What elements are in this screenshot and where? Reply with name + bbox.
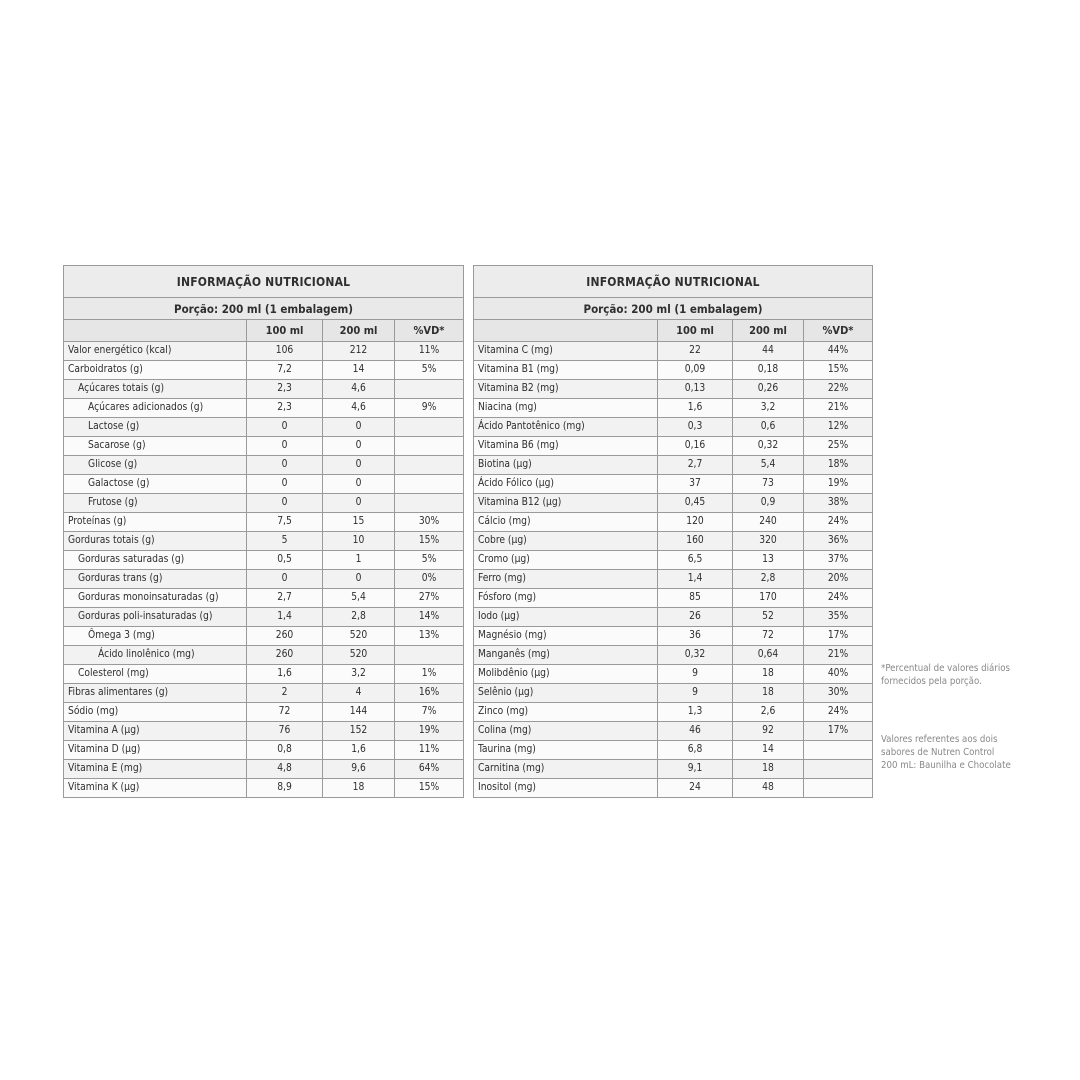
- value-100ml: 0: [247, 570, 323, 589]
- nutrient-name: Ácido linolênico (mg): [64, 646, 247, 665]
- daily-value-percent: 7%: [395, 703, 464, 722]
- nutrient-name: Biotina (µg): [474, 456, 658, 475]
- portion-label: Porção: 200 ml (1 embalagem): [474, 298, 873, 320]
- nutrient-name: Glicose (g): [64, 456, 247, 475]
- daily-value-percent: [395, 456, 464, 475]
- value-100ml: 24: [658, 779, 733, 798]
- table-row: [64, 475, 464, 494]
- value-200ml: 0,18: [733, 361, 804, 380]
- daily-value-percent: 1%: [395, 665, 464, 684]
- value-100ml: 5: [247, 532, 323, 551]
- nutrient-name: Vitamina E (mg): [64, 760, 247, 779]
- value-200ml: 320: [733, 532, 804, 551]
- value-200ml: 18: [323, 779, 395, 798]
- nutrient-name: Valor energético (kcal): [64, 342, 247, 361]
- value-200ml: 0,26: [733, 380, 804, 399]
- table-row: [64, 760, 464, 779]
- value-200ml: 15: [323, 513, 395, 532]
- value-100ml: 0,13: [658, 380, 733, 399]
- daily-value-percent: 35%: [804, 608, 873, 627]
- nutrient-name: Inositol (mg): [474, 779, 658, 798]
- nutrient-name: Vitamina K (µg): [64, 779, 247, 798]
- value-200ml: 0: [323, 475, 395, 494]
- daily-value-percent: 21%: [804, 399, 873, 418]
- nutrient-name: Vitamina B6 (mg): [474, 437, 658, 456]
- nutrition-table-right: [473, 265, 873, 798]
- table-row: [64, 342, 464, 361]
- value-200ml: 0: [323, 494, 395, 513]
- daily-value-percent: 12%: [804, 418, 873, 437]
- value-200ml: 3,2: [323, 665, 395, 684]
- nutrient-name: Açúcares totais (g): [64, 380, 247, 399]
- nutrient-name: Zinco (mg): [474, 703, 658, 722]
- value-200ml: 3,2: [733, 399, 804, 418]
- column-header-100ml: 100 ml: [247, 320, 323, 342]
- nutrient-name: Ferro (mg): [474, 570, 658, 589]
- nutrient-name: Gorduras saturadas (g): [64, 551, 247, 570]
- nutrient-name: Gorduras poli-insaturadas (g): [64, 608, 247, 627]
- table-row: [474, 665, 873, 684]
- table-row: [64, 684, 464, 703]
- value-200ml: 0: [323, 437, 395, 456]
- table-row: [474, 399, 873, 418]
- value-200ml: 2,8: [733, 570, 804, 589]
- nutrient-name: Taurina (mg): [474, 741, 658, 760]
- daily-value-percent: 19%: [395, 722, 464, 741]
- daily-value-percent: 27%: [395, 589, 464, 608]
- value-200ml: 0,64: [733, 646, 804, 665]
- value-100ml: 1,4: [247, 608, 323, 627]
- table-row: [474, 418, 873, 437]
- daily-value-percent: 16%: [395, 684, 464, 703]
- flavors-note: Valores referentes aos dois sabores de Nutren Control 200 mL: Baunilha e Chocolate: [881, 734, 1011, 771]
- daily-value-percent: 44%: [804, 342, 873, 361]
- table-row: [474, 760, 873, 779]
- table-row: [64, 456, 464, 475]
- value-200ml: 5,4: [733, 456, 804, 475]
- table-row: [64, 513, 464, 532]
- value-200ml: 4: [323, 684, 395, 703]
- value-100ml: 85: [658, 589, 733, 608]
- value-100ml: 9: [658, 665, 733, 684]
- nutrient-name: Lactose (g): [64, 418, 247, 437]
- value-100ml: 1,6: [658, 399, 733, 418]
- table-title: INFORMAÇÃO NUTRICIONAL: [64, 266, 464, 298]
- nutrient-name: Manganês (mg): [474, 646, 658, 665]
- column-header-vd: %VD*: [804, 320, 873, 342]
- value-100ml: 9,1: [658, 760, 733, 779]
- value-200ml: 18: [733, 760, 804, 779]
- value-200ml: 1: [323, 551, 395, 570]
- nutrient-name: Vitamina B1 (mg): [474, 361, 658, 380]
- daily-value-percent: [395, 494, 464, 513]
- value-200ml: 18: [733, 684, 804, 703]
- value-100ml: 260: [247, 646, 323, 665]
- value-100ml: 160: [658, 532, 733, 551]
- daily-value-percent: [804, 741, 873, 760]
- value-100ml: 36: [658, 627, 733, 646]
- value-200ml: 0,6: [733, 418, 804, 437]
- value-200ml: 18: [733, 665, 804, 684]
- value-100ml: 2,3: [247, 380, 323, 399]
- table-row: [474, 608, 873, 627]
- daily-value-percent: 40%: [804, 665, 873, 684]
- daily-value-percent: 19%: [804, 475, 873, 494]
- column-header-200ml: 200 ml: [733, 320, 804, 342]
- table-row: [64, 532, 464, 551]
- value-100ml: 76: [247, 722, 323, 741]
- value-200ml: 152: [323, 722, 395, 741]
- value-100ml: 0,8: [247, 741, 323, 760]
- table-row: [64, 703, 464, 722]
- nutrient-name: Carnitina (mg): [474, 760, 658, 779]
- value-200ml: 0,9: [733, 494, 804, 513]
- nutrient-name: Cálcio (mg): [474, 513, 658, 532]
- table-row: [474, 513, 873, 532]
- value-100ml: 1,4: [658, 570, 733, 589]
- column-header-nutrient: [474, 320, 658, 342]
- nutrient-name: Niacina (mg): [474, 399, 658, 418]
- value-200ml: 72: [733, 627, 804, 646]
- table-row: [64, 722, 464, 741]
- table-row: [474, 684, 873, 703]
- value-100ml: 8,9: [247, 779, 323, 798]
- daily-value-percent: 30%: [395, 513, 464, 532]
- value-100ml: 106: [247, 342, 323, 361]
- daily-value-percent: 36%: [804, 532, 873, 551]
- daily-value-percent: [395, 380, 464, 399]
- value-200ml: 0: [323, 570, 395, 589]
- daily-value-percent: [395, 475, 464, 494]
- value-200ml: 4,6: [323, 399, 395, 418]
- nutrient-name: Sacarose (g): [64, 437, 247, 456]
- nutrient-name: Vitamina B2 (mg): [474, 380, 658, 399]
- value-100ml: 6,5: [658, 551, 733, 570]
- value-100ml: 2,3: [247, 399, 323, 418]
- daily-value-percent: 17%: [804, 722, 873, 741]
- table-row: [474, 627, 873, 646]
- daily-value-percent: 5%: [395, 361, 464, 380]
- value-200ml: 13: [733, 551, 804, 570]
- daily-value-percent: 15%: [804, 361, 873, 380]
- value-100ml: 7,2: [247, 361, 323, 380]
- nutrient-name: Carboidratos (g): [64, 361, 247, 380]
- nutrient-name: Magnésio (mg): [474, 627, 658, 646]
- nutrient-name: Proteínas (g): [64, 513, 247, 532]
- value-100ml: 4,8: [247, 760, 323, 779]
- table-row: [64, 418, 464, 437]
- value-100ml: 1,3: [658, 703, 733, 722]
- daily-value-percent: [804, 760, 873, 779]
- table-row: [474, 361, 873, 380]
- table-row: [474, 380, 873, 399]
- value-100ml: 0: [247, 494, 323, 513]
- daily-value-percent: 5%: [395, 551, 464, 570]
- nutrient-name: Selênio (µg): [474, 684, 658, 703]
- daily-value-percent: [395, 646, 464, 665]
- column-header-vd: %VD*: [395, 320, 464, 342]
- table-row: [474, 342, 873, 361]
- value-100ml: 120: [658, 513, 733, 532]
- table-row: [474, 722, 873, 741]
- value-100ml: 0,45: [658, 494, 733, 513]
- value-200ml: 44: [733, 342, 804, 361]
- daily-value-percent: 15%: [395, 532, 464, 551]
- value-100ml: 2,7: [247, 589, 323, 608]
- daily-value-percent: 21%: [804, 646, 873, 665]
- value-100ml: 72: [247, 703, 323, 722]
- value-200ml: 9,6: [323, 760, 395, 779]
- nutrient-name: Gorduras monoinsaturadas (g): [64, 589, 247, 608]
- value-100ml: 260: [247, 627, 323, 646]
- table-row: [64, 494, 464, 513]
- table-row: [474, 589, 873, 608]
- table-row: [64, 608, 464, 627]
- nutrient-name: Iodo (µg): [474, 608, 658, 627]
- value-200ml: 2,6: [733, 703, 804, 722]
- daily-value-percent: 22%: [804, 380, 873, 399]
- value-100ml: 46: [658, 722, 733, 741]
- nutrient-name: Fósforo (mg): [474, 589, 658, 608]
- table-row: [64, 570, 464, 589]
- daily-value-percent: 38%: [804, 494, 873, 513]
- table-row: [64, 361, 464, 380]
- table-row: [64, 380, 464, 399]
- table-row: [64, 646, 464, 665]
- daily-value-percent: [395, 418, 464, 437]
- daily-value-percent: 13%: [395, 627, 464, 646]
- value-100ml: 0,32: [658, 646, 733, 665]
- value-200ml: 170: [733, 589, 804, 608]
- table-row: [474, 570, 873, 589]
- value-100ml: 26: [658, 608, 733, 627]
- value-100ml: 0: [247, 475, 323, 494]
- daily-value-percent: 0%: [395, 570, 464, 589]
- nutrient-name: Galactose (g): [64, 475, 247, 494]
- nutrition-table-left: [63, 265, 464, 798]
- nutrient-name: Frutose (g): [64, 494, 247, 513]
- daily-value-percent: 37%: [804, 551, 873, 570]
- value-200ml: 0: [323, 418, 395, 437]
- table-row: [64, 627, 464, 646]
- table-row: [474, 551, 873, 570]
- value-200ml: 92: [733, 722, 804, 741]
- value-200ml: 5,4: [323, 589, 395, 608]
- table-row: [474, 437, 873, 456]
- table-row: [64, 437, 464, 456]
- nutrient-name: Açúcares adicionados (g): [64, 399, 247, 418]
- nutrient-name: Vitamina A (µg): [64, 722, 247, 741]
- value-100ml: 0: [247, 437, 323, 456]
- daily-value-percent: [804, 779, 873, 798]
- table-row: [64, 665, 464, 684]
- nutrient-name: Vitamina D (µg): [64, 741, 247, 760]
- daily-value-percent: 20%: [804, 570, 873, 589]
- nutrient-name: Gorduras totais (g): [64, 532, 247, 551]
- table-row: [64, 589, 464, 608]
- daily-value-percent: 24%: [804, 703, 873, 722]
- daily-value-percent: 24%: [804, 589, 873, 608]
- value-200ml: 520: [323, 646, 395, 665]
- value-200ml: 10: [323, 532, 395, 551]
- value-200ml: 1,6: [323, 741, 395, 760]
- nutrient-name: Colina (mg): [474, 722, 658, 741]
- table-row: [474, 741, 873, 760]
- daily-value-percent: 11%: [395, 342, 464, 361]
- value-100ml: 1,6: [247, 665, 323, 684]
- table-row: [474, 456, 873, 475]
- value-200ml: 73: [733, 475, 804, 494]
- table-row: [474, 779, 873, 798]
- value-100ml: 0: [247, 418, 323, 437]
- value-100ml: 2,7: [658, 456, 733, 475]
- value-100ml: 0,09: [658, 361, 733, 380]
- column-header-100ml: 100 ml: [658, 320, 733, 342]
- value-200ml: 212: [323, 342, 395, 361]
- value-200ml: 4,6: [323, 380, 395, 399]
- nutrient-name: Cobre (µg): [474, 532, 658, 551]
- daily-value-percent: [395, 437, 464, 456]
- value-100ml: 0,16: [658, 437, 733, 456]
- daily-value-footnote: *Percentual de valores diários fornecidos pela porção.: [881, 663, 1011, 687]
- table-row: [474, 475, 873, 494]
- column-header-200ml: 200 ml: [323, 320, 395, 342]
- nutrient-name: Ômega 3 (mg): [64, 627, 247, 646]
- value-100ml: 6,8: [658, 741, 733, 760]
- table-row: [64, 399, 464, 418]
- value-100ml: 22: [658, 342, 733, 361]
- nutrient-name: Vitamina C (mg): [474, 342, 658, 361]
- value-200ml: 144: [323, 703, 395, 722]
- table-row: [474, 703, 873, 722]
- value-200ml: 14: [323, 361, 395, 380]
- nutrient-name: Fibras alimentares (g): [64, 684, 247, 703]
- nutrient-name: Vitamina B12 (µg): [474, 494, 658, 513]
- value-200ml: 0: [323, 456, 395, 475]
- value-200ml: 48: [733, 779, 804, 798]
- nutrient-name: Cromo (µg): [474, 551, 658, 570]
- daily-value-percent: 25%: [804, 437, 873, 456]
- value-100ml: 9: [658, 684, 733, 703]
- portion-label: Porção: 200 ml (1 embalagem): [64, 298, 464, 320]
- table-row: [64, 551, 464, 570]
- daily-value-percent: 30%: [804, 684, 873, 703]
- value-200ml: 2,8: [323, 608, 395, 627]
- nutrient-name: Sódio (mg): [64, 703, 247, 722]
- value-200ml: 14: [733, 741, 804, 760]
- nutrient-name: Ácido Pantotênico (mg): [474, 418, 658, 437]
- value-200ml: 240: [733, 513, 804, 532]
- table-row: [474, 646, 873, 665]
- value-100ml: 7,5: [247, 513, 323, 532]
- daily-value-percent: 64%: [395, 760, 464, 779]
- table-row: [64, 741, 464, 760]
- daily-value-percent: 24%: [804, 513, 873, 532]
- column-header-nutrient: [64, 320, 247, 342]
- value-100ml: 0: [247, 456, 323, 475]
- nutrient-name: Molibdênio (µg): [474, 665, 658, 684]
- table-title: INFORMAÇÃO NUTRICIONAL: [474, 266, 873, 298]
- nutrient-name: Gorduras trans (g): [64, 570, 247, 589]
- nutrient-name: Colesterol (mg): [64, 665, 247, 684]
- table-row: [474, 532, 873, 551]
- table-row: [474, 494, 873, 513]
- value-100ml: 37: [658, 475, 733, 494]
- table-row: [64, 779, 464, 798]
- value-100ml: 0,5: [247, 551, 323, 570]
- value-200ml: 52: [733, 608, 804, 627]
- value-200ml: 0,32: [733, 437, 804, 456]
- daily-value-percent: 9%: [395, 399, 464, 418]
- nutrient-name: Ácido Fólico (µg): [474, 475, 658, 494]
- daily-value-percent: 18%: [804, 456, 873, 475]
- daily-value-percent: 14%: [395, 608, 464, 627]
- daily-value-percent: 15%: [395, 779, 464, 798]
- value-200ml: 520: [323, 627, 395, 646]
- daily-value-percent: 17%: [804, 627, 873, 646]
- value-100ml: 0,3: [658, 418, 733, 437]
- daily-value-percent: 11%: [395, 741, 464, 760]
- value-100ml: 2: [247, 684, 323, 703]
